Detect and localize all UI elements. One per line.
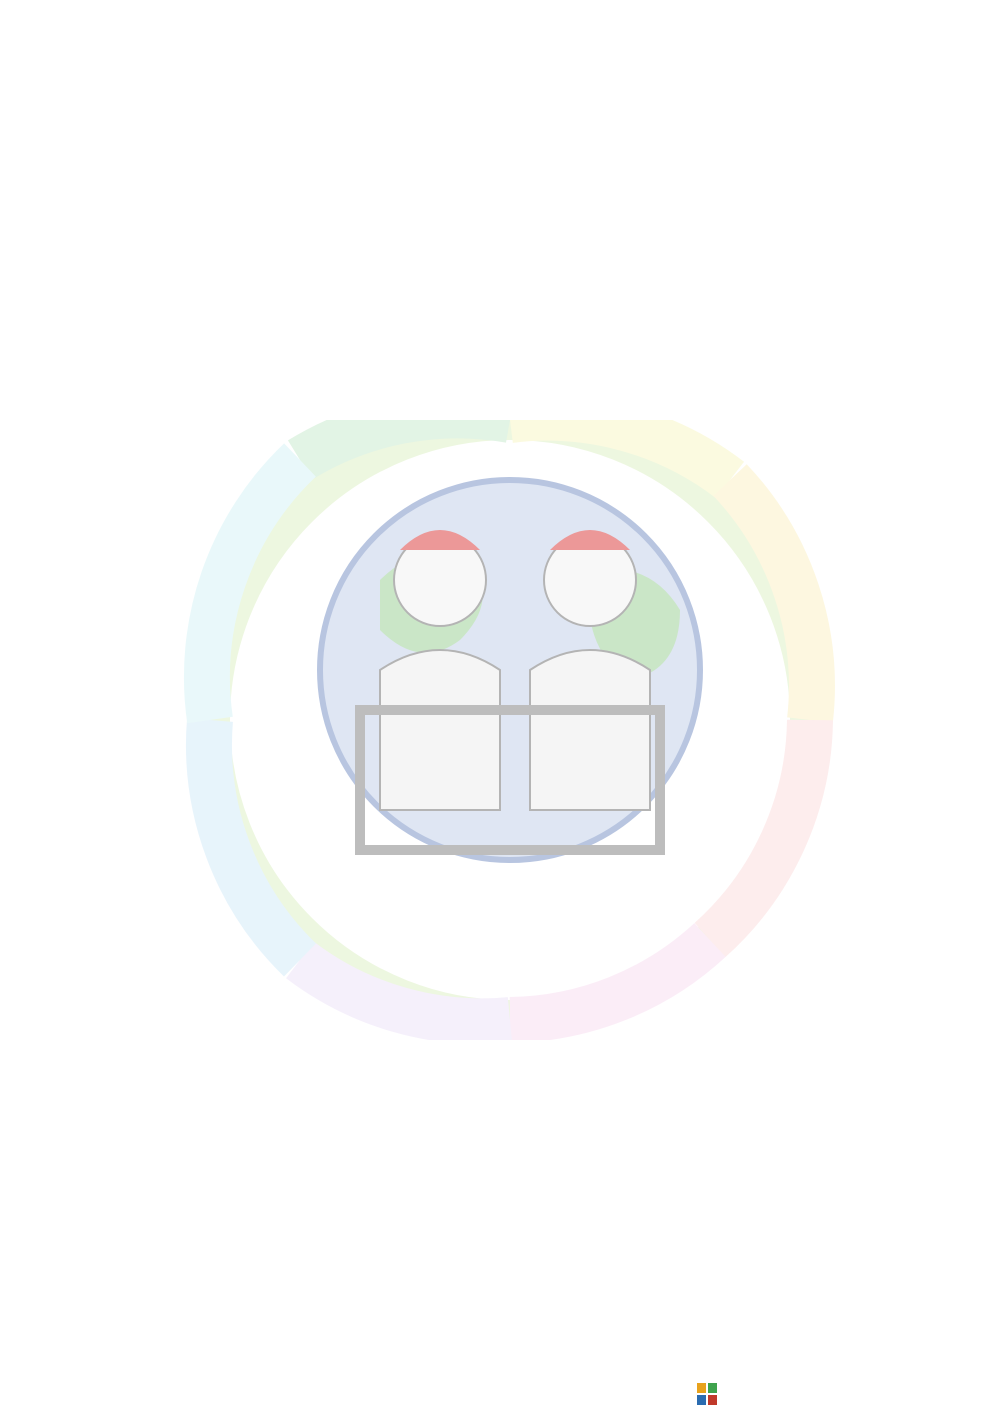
school-logo-watermark xyxy=(150,420,870,1040)
border-top xyxy=(40,40,960,58)
liveworksheets-logo-icon xyxy=(697,1383,717,1405)
border-left xyxy=(40,40,58,1370)
border-bottom xyxy=(40,1352,960,1370)
border-right xyxy=(942,40,960,1370)
